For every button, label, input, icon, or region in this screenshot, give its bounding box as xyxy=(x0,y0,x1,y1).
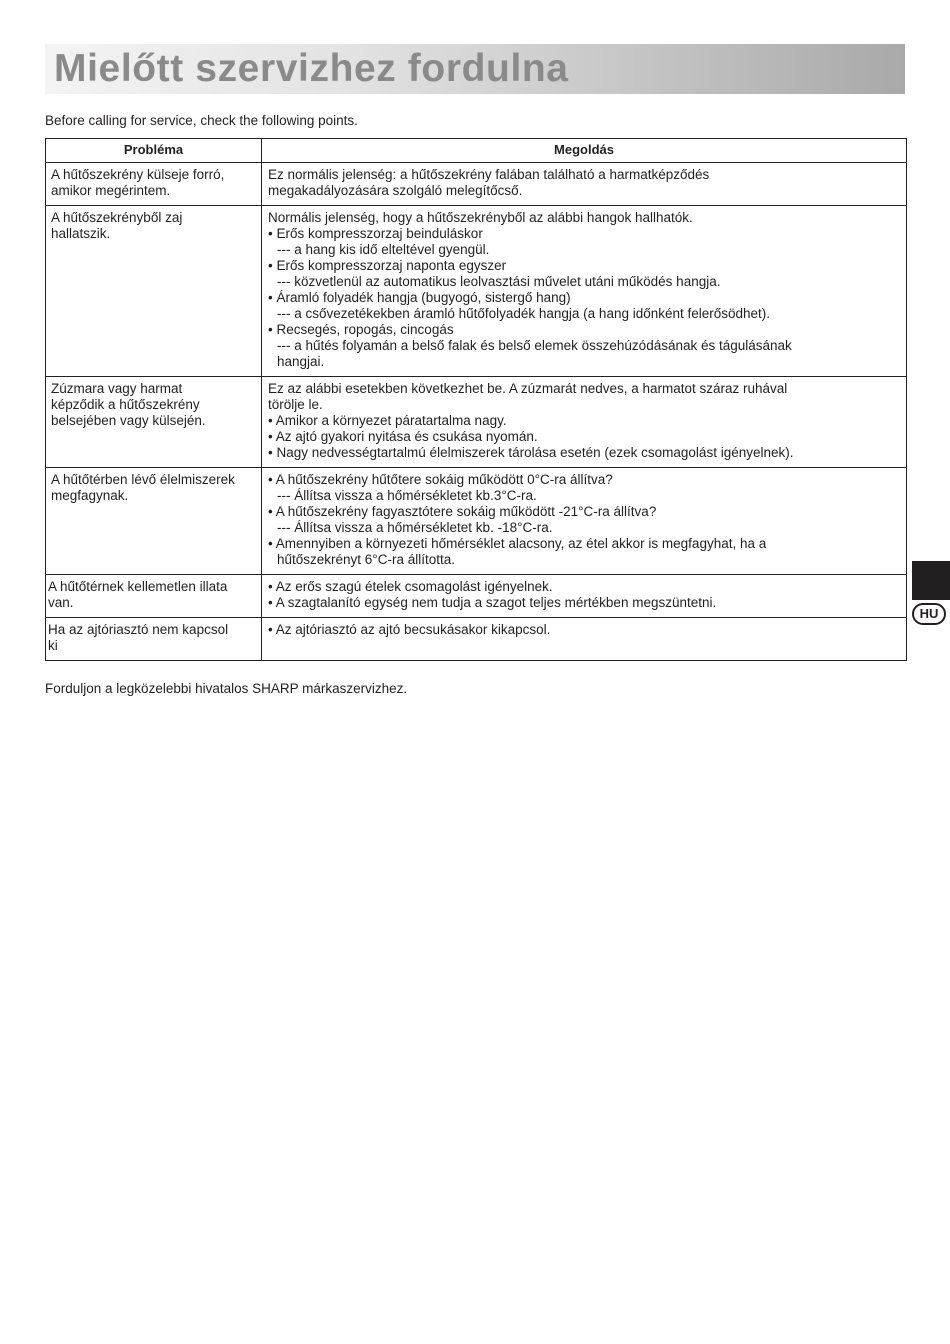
problem-line: A hűtőszekrényből zaj xyxy=(51,210,183,225)
table-row xyxy=(46,468,907,575)
solution-cell xyxy=(262,163,907,206)
problem-cell xyxy=(46,163,262,206)
solution-line: hűtőszekrényt 6°C-ra állította. xyxy=(277,552,455,567)
solution-line: • Az ajtó gyakori nyitása és csukása nyomán. xyxy=(268,429,538,444)
table-row xyxy=(46,575,907,618)
problem-cell xyxy=(46,206,262,377)
solution-line: --- közvetlenül az automatikus leolvasztási művelet utáni működés hangja. xyxy=(277,274,721,289)
intro-text: Before calling for service, check the following points. xyxy=(45,113,358,128)
table-row xyxy=(46,618,907,661)
problem-cell xyxy=(46,377,262,468)
section-tab-marker xyxy=(912,561,950,600)
problem-cell xyxy=(46,575,262,618)
problem-line: van. xyxy=(48,595,74,610)
solution-line: • A hűtőszekrény fagyasztótere sokáig működött -21°C-ra állítva? xyxy=(268,504,657,519)
solution-line: hangjai. xyxy=(277,354,325,369)
solution-line: • Amennyiben a környezeti hőmérséklet alacsony, az étel akkor is megfagyhat, ha a xyxy=(268,536,767,551)
title-banner xyxy=(45,44,905,94)
solution-line: --- Állítsa vissza a hőmérsékletet kb.3°C-ra. xyxy=(277,488,537,503)
header-problem: Probléma xyxy=(46,139,262,163)
solution-cell xyxy=(262,206,907,377)
solution-line: • Az ajtóriasztó az ajtó becsukásakor kikapcsol. xyxy=(268,622,551,637)
solution-cell xyxy=(262,468,907,575)
solution-line: Ez az alábbi esetekben következhet be. A zúzmarát nedves, a harmatot száraz ruhával xyxy=(268,381,788,396)
page-title: Mielőtt szervizhez fordulna xyxy=(54,47,569,90)
solution-line: • Erős kompresszorzaj beinduláskor xyxy=(268,226,483,241)
table-row xyxy=(46,163,907,206)
problem-line: belsejében vagy külsején. xyxy=(51,413,206,428)
solution-line: megakadályozására szolgáló melegítőcső. xyxy=(268,183,523,198)
solution-line: • Áramló folyadék hangja (bugyogó, sistergő hang) xyxy=(268,290,571,305)
problem-line: Ha az ajtóriasztó nem kapcsol xyxy=(48,622,229,637)
table-header-row xyxy=(46,139,907,163)
solution-cell xyxy=(262,377,907,468)
solution-line: --- a csővezetékekben áramló hűtőfolyadék hangja (a hang időnként felerősödhet). xyxy=(277,306,771,321)
solution-line: • A szagtalanító egység nem tudja a szagot teljes mértékben megszüntetni. xyxy=(268,595,717,610)
problem-line: A hűtőszekrény külseje forró, xyxy=(51,167,225,182)
problem-line: megfagynak. xyxy=(51,488,129,503)
solution-line: • Erős kompresszorzaj naponta egyszer xyxy=(268,258,507,273)
problem-cell xyxy=(46,468,262,575)
table-row xyxy=(46,377,907,468)
problem-line: Zúzmara vagy harmat xyxy=(51,381,183,396)
problem-line: A hűtőtérben lévő élelmiszerek xyxy=(51,472,235,487)
problem-cell xyxy=(46,618,262,661)
table-row xyxy=(46,206,907,377)
solution-line: törölje le. xyxy=(268,397,323,412)
header-solution: Megoldás xyxy=(262,139,907,163)
problem-line: képződik a hűtőszekrény xyxy=(51,397,200,412)
solution-line: Normális jelenség, hogy a hűtőszekrényből az alábbi hangok hallhatók. xyxy=(268,210,693,225)
solution-line: • Nagy nedvességtartalmú élelmiszerek tárolása esetén (ezek csomagolást igényelnek). xyxy=(268,445,794,460)
solution-line: --- Állítsa vissza a hőmérsékletet kb. -18°C-ra. xyxy=(277,520,553,535)
problem-line: hallatszik. xyxy=(51,226,111,241)
problem-line: amikor megérintem. xyxy=(51,183,171,198)
solution-line: • Az erős szagú ételek csomagolást igényelnek. xyxy=(268,579,553,594)
solution-line: Ez normális jelenség: a hűtőszekrény falában található a harmatképződés xyxy=(268,167,710,182)
solution-line: • Amikor a környezet páratartalma nagy. xyxy=(268,413,507,428)
footer-note: Forduljon a legközelebbi hivatalos SHARP márkaszervizhez. xyxy=(45,681,408,696)
language-badge: HU xyxy=(912,603,946,625)
problem-line: ki xyxy=(48,638,58,653)
problem-line: A hűtőtérnek kellemetlen illata xyxy=(48,579,228,594)
solution-cell xyxy=(262,575,907,618)
solution-line: --- a hűtés folyamán a belső falak és belső elemek összehúzódásának és tágulásának xyxy=(277,338,792,353)
troubleshooting-table xyxy=(45,138,907,661)
solution-line: • Recsegés, ropogás, cincogás xyxy=(268,322,454,337)
solution-cell xyxy=(262,618,907,661)
solution-line: --- a hang kis idő elteltével gyengül. xyxy=(277,242,490,257)
solution-line: • A hűtőszekrény hűtőtere sokáig működött 0°C-ra állítva? xyxy=(268,472,613,487)
